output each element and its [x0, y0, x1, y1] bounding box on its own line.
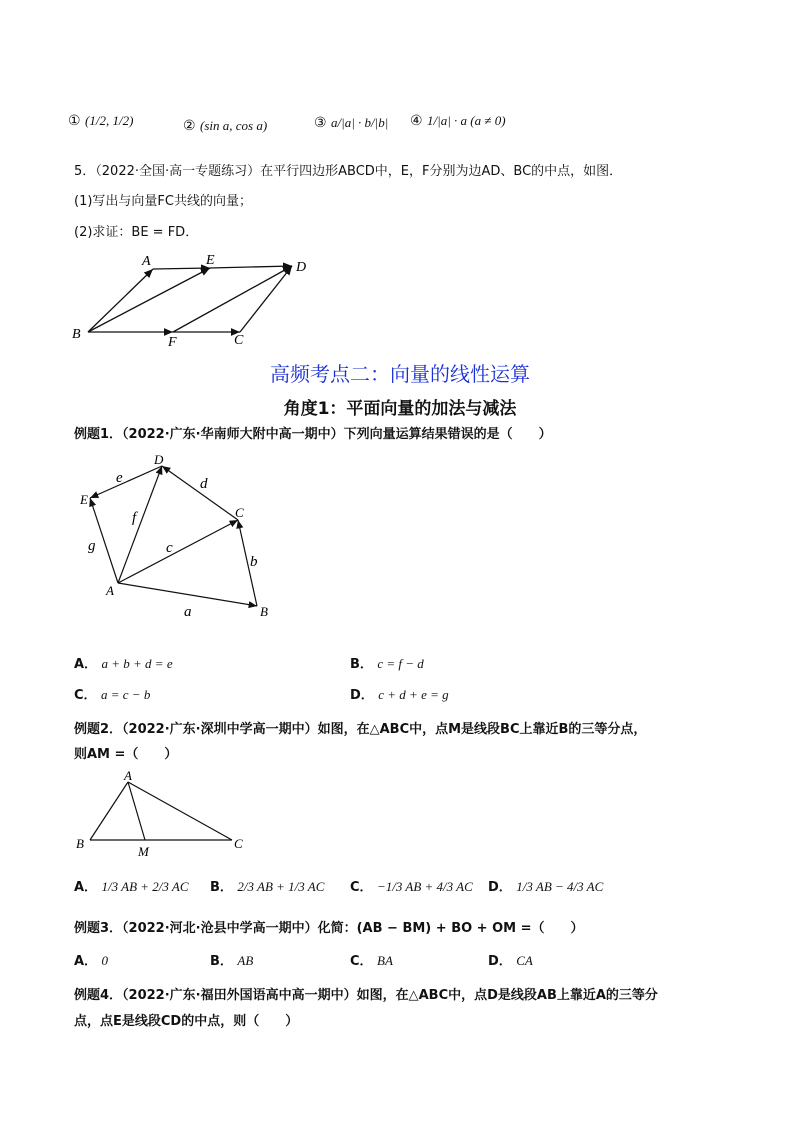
option-2-marker: ② — [183, 118, 196, 134]
option-key: D． — [350, 688, 374, 703]
vector-figure — [70, 450, 280, 630]
option-2-value: (sin a, cos a) — [200, 118, 268, 133]
label-E: E — [206, 253, 215, 268]
option-key: D． — [488, 954, 512, 969]
option-4-marker: ④ — [410, 113, 423, 129]
fig-label-E: E — [80, 492, 88, 507]
option-key: A． — [74, 954, 98, 969]
option-2 — [183, 117, 267, 135]
example-2-option-C — [350, 878, 473, 897]
example-2-option-B — [210, 878, 324, 897]
fig-vec-g: g — [88, 538, 96, 554]
option-key: B． — [210, 880, 233, 895]
option-3-value: a/|a| · b/|b| — [331, 115, 389, 130]
example-3-option-C — [350, 952, 393, 971]
fig-label-B: B — [260, 604, 268, 619]
example-1-title: 例题1．（2022·广东·华南师大附中高一期中）下列向量运算结果错误的是（ ） — [74, 427, 552, 442]
vector-CD — [240, 266, 292, 332]
vector-c — [118, 520, 238, 583]
option-key: D． — [488, 880, 512, 895]
option-3-marker: ③ — [314, 115, 327, 131]
example-1-option-C — [74, 686, 150, 705]
subsection-heading: 角度1：平面向量的加法与减法 — [283, 399, 517, 419]
vector-BA — [88, 269, 153, 332]
option-expr: c = f − d — [377, 656, 424, 671]
fig-vec-e: e — [116, 470, 123, 486]
option-4 — [410, 112, 506, 130]
vector-d — [162, 466, 238, 520]
label-C: C — [234, 333, 244, 348]
option-3 — [314, 114, 388, 132]
option-key: B． — [350, 657, 373, 672]
side-AB — [90, 782, 128, 840]
example-2-title-line-2: 则AM =（ ） — [74, 747, 178, 762]
example-4-title-line-2: 点，点E是线段CD的中点，则（ ） — [74, 1014, 299, 1029]
example-1-option-D — [350, 686, 449, 705]
example-3-title: 例题3．（2022·河北·沧县中学高一期中）化简：(AB − BM) + BO + OM =（ ） — [74, 921, 584, 936]
label-F: F — [168, 335, 177, 348]
option-key: A． — [74, 880, 98, 895]
vector-a — [118, 583, 257, 606]
example-3-option-A — [74, 952, 108, 971]
tri-label-C: C — [234, 836, 243, 851]
example-2-option-A — [74, 878, 189, 897]
example-4-title-line-1: 例题4．（2022·广东·福田外国语高中高一期中）如图，在△ABC中，点D是线段AB上靠近A的三等分 — [74, 988, 658, 1003]
example-2-option-D — [488, 878, 603, 897]
fig-vec-d: d — [200, 476, 208, 492]
example-3-option-D — [488, 952, 533, 971]
fig-vec-b: b — [250, 554, 258, 570]
option-expr: 1/3 AB − 4/3 AC — [516, 879, 604, 894]
option-key: A． — [74, 657, 98, 672]
tri-label-A: A — [124, 768, 132, 783]
label-A: A — [142, 254, 151, 269]
vector-ED — [210, 266, 292, 268]
option-key: B． — [210, 954, 233, 969]
option-expr: c + d + e = g — [378, 687, 449, 702]
example-1-option-B — [350, 655, 424, 674]
option-key: C． — [74, 688, 97, 703]
problem-5-question-1: (1)写出与向量FC共线的向量； — [74, 194, 252, 209]
tri-label-B: B — [76, 836, 84, 851]
tri-label-M: M — [138, 844, 149, 859]
option-expr: 2/3 AB + 1/3 AC — [237, 879, 325, 894]
option-expr: AB — [237, 953, 254, 968]
option-1 — [68, 112, 133, 130]
fig-vec-a: a — [184, 604, 192, 620]
option-1-value: (1/2, 1/2) — [85, 113, 134, 128]
side-AC — [128, 782, 232, 840]
option-expr: CA — [516, 953, 533, 968]
fig-label-A: A — [106, 583, 114, 598]
option-4-value: 1/|a| · a (a ≠ 0) — [427, 113, 506, 128]
problem-5-intro: 5．（2022·全国·高一专题练习）在平行四边形ABCD中，E，F分别为边AD、BC的中点，如图． — [74, 164, 623, 179]
option-expr: 0 — [101, 953, 109, 968]
option-expr: 1/3 AB + 2/3 AC — [101, 879, 189, 894]
fig-label-C: C — [235, 505, 244, 520]
option-1-marker: ① — [68, 113, 81, 129]
option-expr: −1/3 AB + 4/3 AC — [377, 879, 473, 894]
fig-vec-f: f — [132, 510, 137, 526]
option-expr: a = c − b — [101, 687, 151, 702]
vector-f — [118, 466, 162, 583]
vector-AE — [153, 268, 210, 269]
triangle-figure — [70, 768, 250, 860]
option-expr: BA — [377, 953, 393, 968]
option-expr: a + b + d = e — [101, 656, 173, 671]
vector-BE — [88, 268, 210, 332]
option-key: C． — [350, 880, 373, 895]
label-B: B — [72, 327, 81, 342]
label-D: D — [296, 260, 307, 275]
parallelogram-figure — [60, 248, 330, 348]
section-heading: 高频考点二：向量的线性运算 — [270, 362, 530, 386]
example-1-option-A — [74, 655, 173, 674]
example-2-title-line-1: 例题2．（2022·广东·深圳中学高一期中）如图，在△ABC中，点M是线段BC上靠近B的三等分点， — [74, 722, 647, 737]
problem-5-question-2: (2)求证：BE = FD． — [74, 225, 199, 240]
fig-label-D: D — [154, 452, 164, 467]
vector-FD — [173, 266, 292, 332]
fig-vec-c: c — [166, 540, 173, 556]
example-3-option-B — [210, 952, 253, 971]
option-key: C． — [350, 954, 373, 969]
